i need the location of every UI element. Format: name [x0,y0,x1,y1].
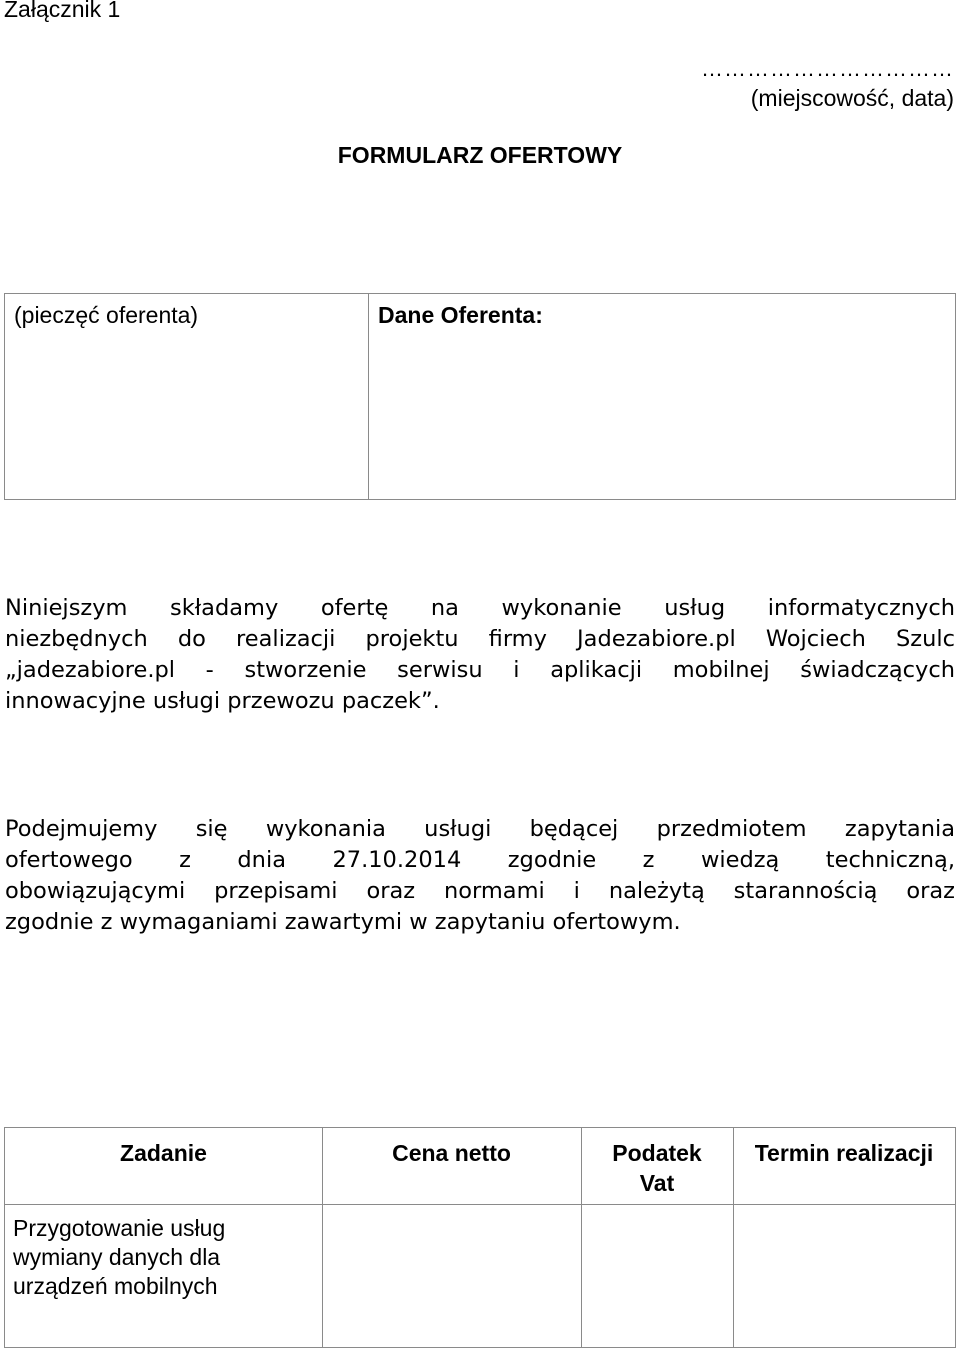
annex-label: Załącznik 1 [4,0,121,22]
offerer-box [4,293,956,500]
table-header-deadline: Termin realizacji [754,1140,934,1166]
offer-paragraph-line: niezbędnych do realizacji projektu firmy Jadezabiore.pl Wojciech Szulc [5,626,955,652]
table-cell-task: Przygotowanie usług wymiany danych dla urządzeń mobilnych [13,1215,226,1299]
commitment-paragraph-line: ofertowego z dnia 27.10.2014 zgodnie z wiedzą techniczną, [5,847,955,873]
offer-table [4,1127,956,1348]
table-header-vat: Podatek Vat [612,1140,702,1196]
offerer-data-label: Dane Oferenta: [378,302,543,328]
offerer-box-divider [368,294,369,499]
table-column-divider [581,1128,582,1347]
table-header-net-price: Cena netto [392,1140,511,1166]
place-date-dots: …………………………… [701,56,954,81]
commitment-paragraph-line: Podejmujemy się wykonania usługi będącej przedmiotem zapytania [5,816,955,842]
form-title: FORMULARZ OFERTOWY [337,142,623,168]
commitment-paragraph-line: zgodnie z wymaganiami zawartymi w zapytaniu ofertowym. [5,909,681,935]
offer-paragraph-line: „jadezabiore.pl - stworzenie serwisu i aplikacji mobilnej świadczących [5,657,955,683]
table-header-divider [5,1204,955,1205]
offer-paragraph-line: Niniejszym składamy ofertę na wykonanie usług informatycznych [5,595,955,621]
commitment-paragraph-line: obowiązującymi przepisami oraz normami i należytą starannością oraz [5,878,955,904]
offer-paragraph [5,593,955,717]
commitment-paragraph [5,814,955,938]
offer-paragraph-line: innowacyjne usługi przewozu paczek”. [5,688,440,714]
offerer-stamp-label: (pieczęć oferenta) [14,302,199,328]
table-header-task: Zadanie [120,1140,207,1166]
place-date-label: (miejscowość, data) [750,85,954,111]
